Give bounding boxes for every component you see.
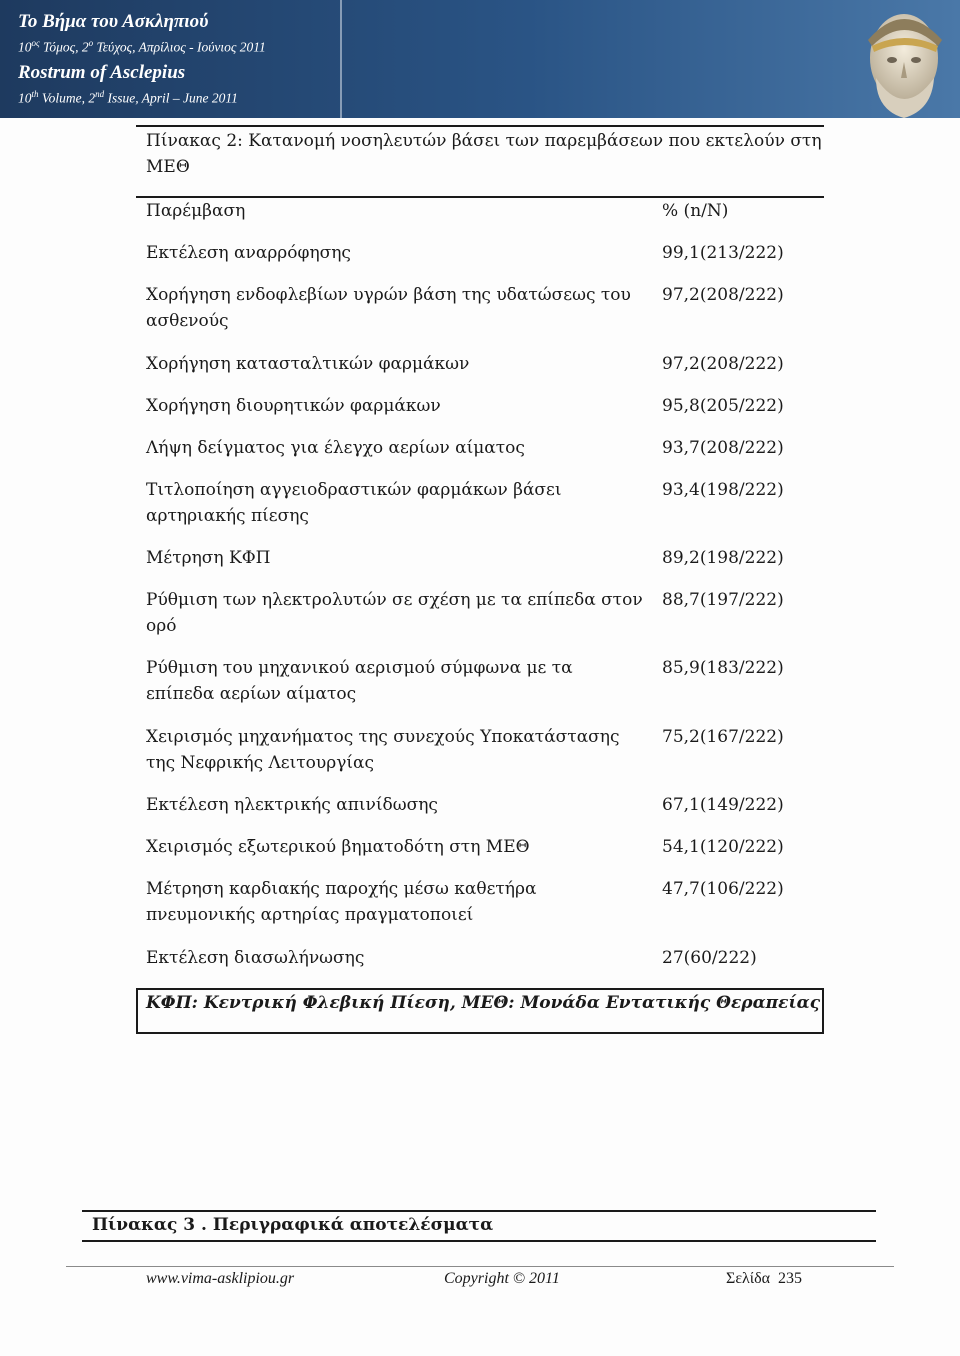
row-label: Χειρισμός εξωτερικού βηματοδότη στη ΜΕΘ: [146, 837, 530, 857]
row-label: Ρύθμιση των ηλεκτρολυτών σε σχέση με τα επίπεδα στον ορό: [146, 590, 643, 636]
row-label: Μέτρηση ΚΦΠ: [146, 548, 271, 568]
row-label: Ρύθμιση του μηχανικού αερισμού σύμφωνα με τα επίπεδα αερίων αίματος: [146, 658, 573, 704]
row-label: Τιτλοποίηση αγγειοδραστικών φαρμάκων βάσει αρτηριακής πίεσης: [146, 480, 562, 526]
footer-page-number: Σελίδα 235: [726, 1270, 803, 1287]
row-value: 75,2(167/222): [662, 727, 784, 747]
table2-top-rule: [136, 125, 824, 127]
row-label: Χορήγηση ενδοφλεβίων υγρών βάση της υδατώσεως του ασθενούς: [146, 285, 631, 331]
table2-frame-right: [822, 988, 824, 1034]
row-value: 93,7(208/222): [662, 438, 784, 458]
row-label: Χορήγηση κατασταλτικών φαρμάκων: [146, 354, 470, 374]
row-value: 89,2(198/222): [662, 548, 784, 568]
table2-frame-bottom: [136, 1032, 824, 1034]
table3-bottom-rule: [82, 1240, 876, 1242]
row-value: 95,8(205/222): [662, 396, 784, 416]
row-value: 27(60/222): [662, 948, 757, 968]
table3-caption: Πίνακας 3 . Περιγραφικά αποτελέσματα: [92, 1215, 494, 1235]
row-value: 93,4(198/222): [662, 480, 784, 500]
row-value: 88,7(197/222): [662, 590, 784, 610]
row-value: 99,1(213/222): [662, 243, 784, 263]
row-label: Εκτέλεση ηλεκτρικής απινίδωσης: [146, 795, 438, 815]
column-header-percent: % (n/N): [662, 201, 729, 221]
journal-header-text: [18, 10, 266, 107]
row-label: Εκτέλεση αναρρόφησης: [146, 243, 351, 263]
row-label: Λήψη δείγματος για έλεγχο αερίων αίματος: [146, 438, 525, 458]
issue-info-en: 10th Volume, 2nd Issue, April – June 2011: [18, 88, 238, 105]
row-value: 85,9(183/222): [662, 658, 784, 678]
footer-rule: [66, 1266, 894, 1267]
table2-footnote: ΚΦΠ: Κεντρική Φλεβική Πίεση, ΜΕΘ: Μονάδα Εντατικής Θεραπείας: [146, 993, 821, 1013]
row-label: Χορήγηση διουρητικών φαρμάκων: [146, 396, 441, 416]
asclepius-bust-logo: [846, 0, 960, 118]
column-header-intervention: Παρέμβαση: [146, 201, 246, 221]
row-value: 97,2(208/222): [662, 354, 784, 374]
row-value: 54,1(120/222): [662, 837, 784, 857]
footer-website[interactable]: www.vima-asklipiou.gr: [146, 1270, 295, 1287]
header-divider: [340, 0, 342, 118]
row-label: Χειρισμός μηχανήματος της συνεχούς Υποκατάστασης της Νεφρικής Λειτουργίας: [146, 727, 620, 773]
table2-caption: Πίνακας 2: Κατανομή νοσηλευτών βάσει των παρεμβάσεων που εκτελούν στη ΜΕΘ: [146, 131, 822, 177]
journal-header: [0, 0, 960, 118]
row-value: 67,1(149/222): [662, 795, 784, 815]
footer-copyright: Copyright © 2011: [444, 1270, 560, 1287]
row-label: Εκτέλεση διασωλήνωσης: [146, 948, 365, 968]
row-value: 47,7(106/222): [662, 879, 784, 899]
row-value: 97,2(208/222): [662, 285, 784, 305]
journal-title-en: Rostrum of Asclepius: [18, 61, 186, 83]
row-label: Μέτρηση καρδιακής παροχής μέσω καθετήρα πνευμονικής αρτηρίας πραγματοποιεί: [146, 879, 537, 925]
journal-title-gr: Το Βήμα του Ασκληπιού: [18, 11, 209, 32]
table2-frame-left: [136, 988, 138, 1034]
issue-info-gr: $10^{o\varsigma}$ Τόμος, $2^o$ Τεύχος, Απρίλιος - Ιούνιος 2011: [18, 38, 266, 55]
